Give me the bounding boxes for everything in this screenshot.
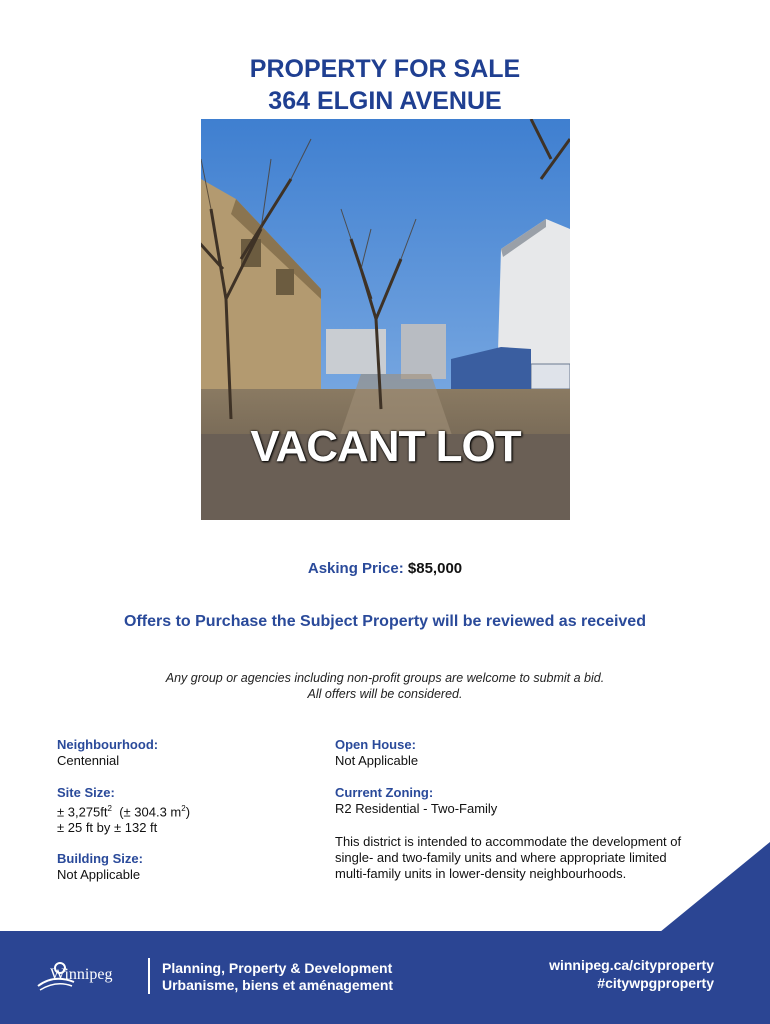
page-title-line2: 364 ELGIN AVENUE [268, 87, 502, 115]
zoning-description-line1: This district is intended to accommodate the development of [335, 834, 682, 849]
open-house-value: Not Applicable [335, 753, 419, 768]
zoning-description-line3: multi-family units in lower-density neighbourhoods. [335, 866, 627, 881]
neighbourhood-block [57, 737, 158, 769]
zoning-description-line2: single- and two-family units and where appropriate limited [335, 850, 667, 865]
open-house-label: Open House: [335, 737, 416, 752]
site-size-area: ± $3,275ft^2$ (± 304.3 $m^2$) [57, 804, 191, 820]
open-house-block [335, 737, 418, 769]
neighbourhood-label: Neighbourhood: [57, 737, 159, 752]
bid-note [0, 670, 770, 702]
vacant-lot-label: VACANT LOT [250, 422, 521, 471]
department-name-en: Planning, Property & Development [162, 960, 393, 976]
winnipeg-wordmark: Winnipeg [50, 966, 113, 983]
footer-corner-accent [660, 842, 770, 932]
neighbourhood-value: Centennial [57, 753, 120, 768]
bid-note-line1: Any group or agencies including non-profit groups are welcome to submit a bid. [165, 671, 605, 685]
site-size-label: Site Size: [57, 785, 115, 800]
department-name-fr: Urbanisme, biens et aménagement [162, 977, 394, 993]
footer-divider [148, 958, 150, 994]
page-title-line1: PROPERTY FOR SALE [249, 55, 521, 83]
department-name [162, 960, 393, 994]
zoning-block [335, 785, 681, 882]
bid-note-line2: All offers will be considered. [307, 687, 463, 701]
site-size-dimensions: ± 25 ft by ± 132 ft [57, 820, 158, 836]
asking-price-value: $85,000 [407, 560, 463, 577]
asking-price [0, 560, 770, 577]
building-size-block [57, 851, 143, 883]
asking-price-label: Asking Price: [307, 560, 404, 577]
city-property-link[interactable]: winnipeg.ca/cityproperty [549, 957, 714, 973]
property-photo [201, 119, 570, 520]
zoning-label: Current Zoning: [335, 785, 434, 800]
hashtag: #citywpgproperty [597, 975, 714, 991]
footer-links [549, 956, 714, 992]
zoning-value: R2 Residential - Two-Family [335, 801, 498, 816]
offers-statement: Offers to Purchase the Subject Property will be reviewed as received [124, 613, 646, 630]
building-size-label: Building Size: [57, 851, 143, 866]
site-size-block [57, 785, 190, 836]
building-size-value: Not Applicable [57, 867, 141, 882]
